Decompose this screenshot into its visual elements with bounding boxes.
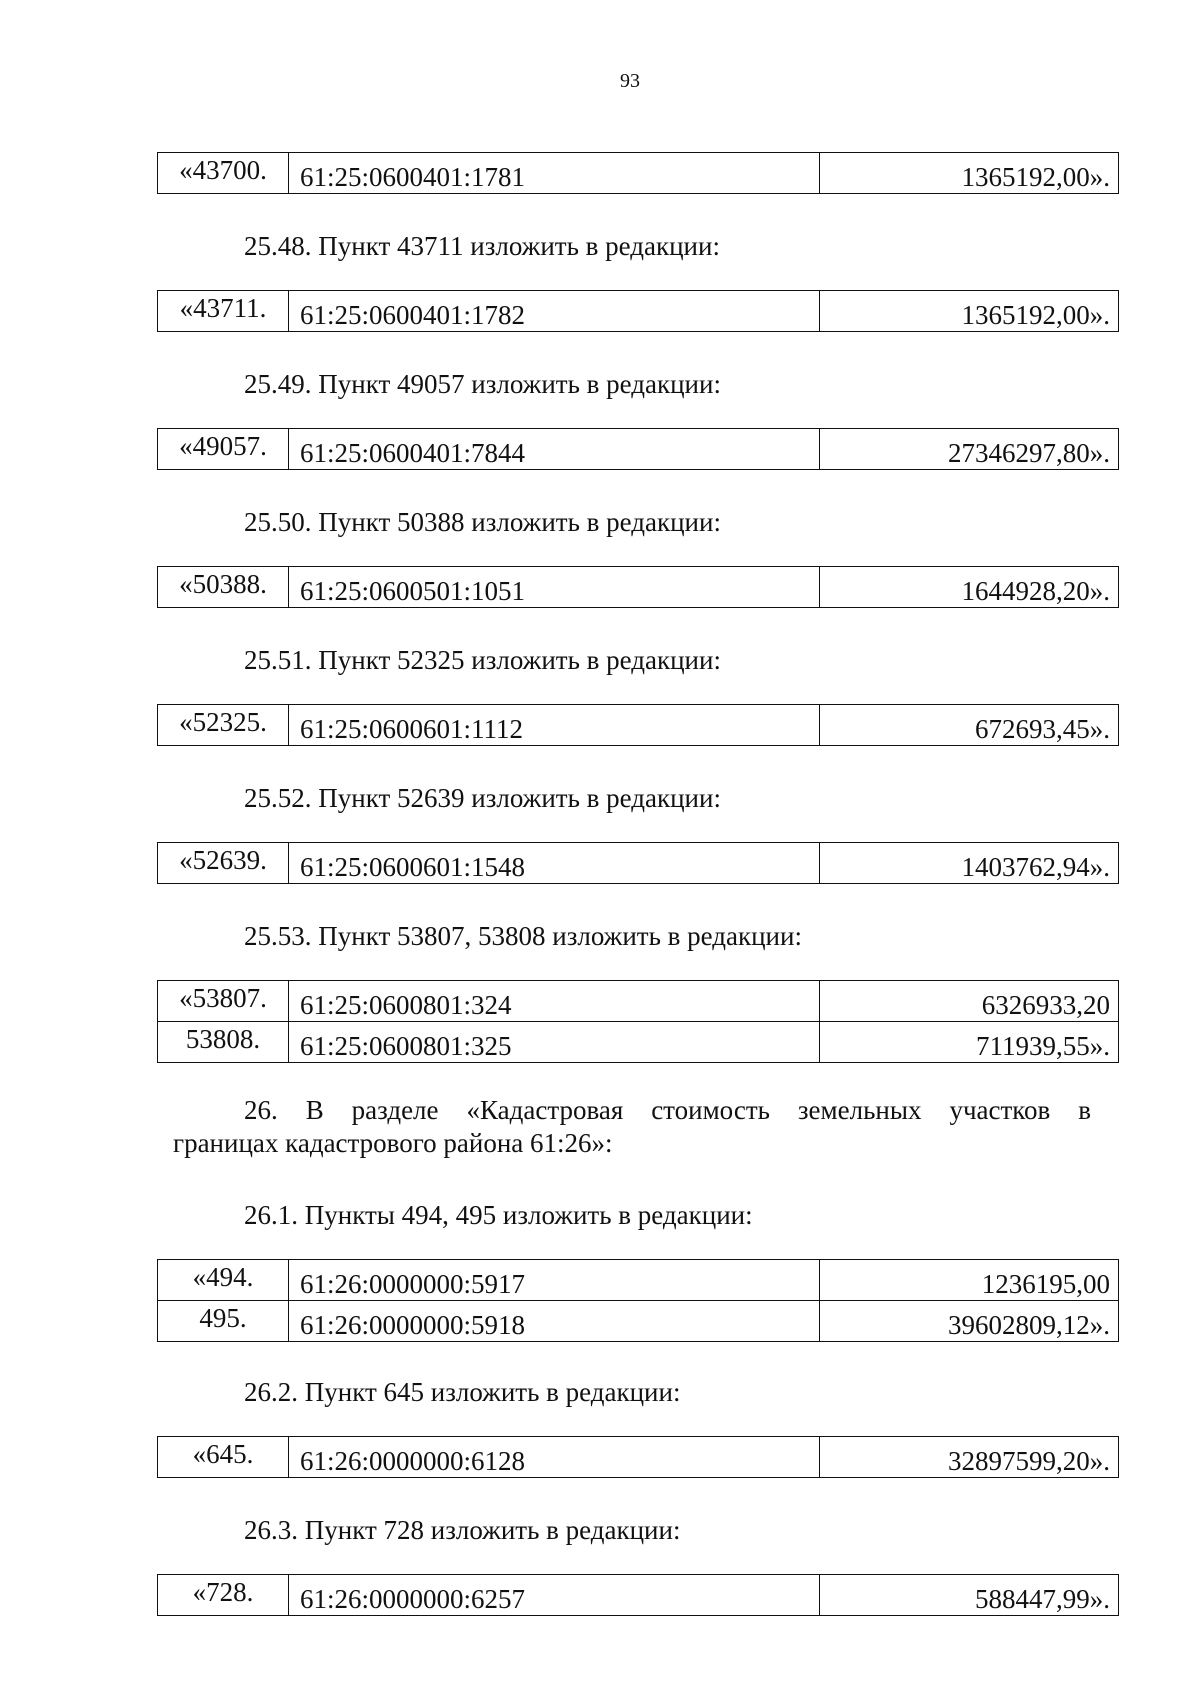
cadastral-value-cell: 27346297,80». xyxy=(820,429,1119,470)
item-number-cell: «53807. xyxy=(158,981,289,1022)
cadastral-value-cell: 1365192,00». xyxy=(820,153,1119,194)
table-row xyxy=(158,981,1119,1022)
cadastral-number-cell: 61:26:0000000:6257 xyxy=(289,1575,820,1616)
cadastral-number-cell: 61:25:0600601:1112 xyxy=(289,705,820,746)
table-row xyxy=(158,1301,1119,1342)
cadastral-entry-table xyxy=(157,1436,1119,1478)
cadastral-entry-table xyxy=(157,428,1119,470)
item-number-cell: «494. xyxy=(158,1260,289,1301)
cadastral-entry-table xyxy=(157,290,1119,332)
table-row xyxy=(158,429,1119,470)
paragraph-line: 26. В разделе «Кадастровая стоимость земельных участков в xyxy=(244,1095,1091,1125)
cadastral-value-cell: 6326933,20 xyxy=(820,981,1119,1022)
table-row xyxy=(158,843,1119,884)
cadastral-value-cell: 711939,55». xyxy=(820,1022,1119,1063)
cadastral-number-cell: 61:25:0600401:7844 xyxy=(289,429,820,470)
item-number-cell: «43700. xyxy=(158,153,289,194)
amendment-instruction: 25.50. Пункт 50388 изложить в редакции: xyxy=(244,507,721,537)
item-number-cell: 495. xyxy=(158,1301,289,1342)
amendment-instruction: 26.1. Пункты 494, 495 изложить в редакции: xyxy=(244,1200,753,1230)
cadastral-entry-table xyxy=(157,704,1119,746)
cadastral-number-cell: 61:26:0000000:6128 xyxy=(289,1437,820,1478)
cadastral-entry-table xyxy=(157,842,1119,884)
amendment-instruction: 26.2. Пункт 645 изложить в редакции: xyxy=(244,1377,681,1407)
item-number-cell: «50388. xyxy=(158,567,289,608)
item-number-cell: «52639. xyxy=(158,843,289,884)
cadastral-number-cell: 61:25:0600801:325 xyxy=(289,1022,820,1063)
table-row xyxy=(158,153,1119,194)
item-number-cell: «49057. xyxy=(158,429,289,470)
cadastral-number-cell: 61:26:0000000:5917 xyxy=(289,1260,820,1301)
amendment-instruction: 25.53. Пункт 53807, 53808 изложить в редакции: xyxy=(244,921,802,951)
table-row xyxy=(158,1575,1119,1616)
amendment-instruction: 25.51. Пункт 52325 изложить в редакции: xyxy=(244,645,721,675)
cadastral-number-cell: 61:25:0600801:324 xyxy=(289,981,820,1022)
item-number-cell: «52325. xyxy=(158,705,289,746)
item-number-cell: «728. xyxy=(158,1575,289,1616)
table-row xyxy=(158,291,1119,332)
item-number-cell: «645. xyxy=(158,1437,289,1478)
cadastral-value-cell: 672693,45». xyxy=(820,705,1119,746)
cadastral-entry-table xyxy=(157,566,1119,608)
item-number-cell: «43711. xyxy=(158,291,289,332)
cadastral-number-cell: 61:25:0600401:1782 xyxy=(289,291,820,332)
cadastral-value-cell: 1403762,94». xyxy=(820,843,1119,884)
cadastral-entry-table xyxy=(157,980,1119,1063)
cadastral-value-cell: 32897599,20». xyxy=(820,1437,1119,1478)
cadastral-number-cell: 61:25:0600401:1781 xyxy=(289,153,820,194)
amendment-instruction: 26.3. Пункт 728 изложить в редакции: xyxy=(244,1515,681,1545)
table-row xyxy=(158,1437,1119,1478)
section-paragraph xyxy=(173,1094,1091,1160)
cadastral-entry-table xyxy=(157,1574,1119,1616)
cadastral-number-cell: 61:25:0600501:1051 xyxy=(289,567,820,608)
cadastral-number-cell: 61:26:0000000:5918 xyxy=(289,1301,820,1342)
cadastral-entry-table xyxy=(157,1259,1119,1342)
table-row xyxy=(158,705,1119,746)
table-row xyxy=(158,1260,1119,1301)
cadastral-value-cell: 1365192,00». xyxy=(820,291,1119,332)
cadastral-value-cell: 39602809,12». xyxy=(820,1301,1119,1342)
item-number-cell: 53808. xyxy=(158,1022,289,1063)
amendment-instruction: 25.52. Пункт 52639 изложить в редакции: xyxy=(244,783,721,813)
table-row xyxy=(158,567,1119,608)
cadastral-number-cell: 61:25:0600601:1548 xyxy=(289,843,820,884)
page-number: 93 xyxy=(620,70,640,92)
cadastral-value-cell: 1236195,00 xyxy=(820,1260,1119,1301)
amendment-instruction: 25.48. Пункт 43711 изложить в редакции: xyxy=(244,231,720,261)
cadastral-value-cell: 588447,99». xyxy=(820,1575,1119,1616)
table-row xyxy=(158,1022,1119,1063)
amendment-instruction: 25.49. Пункт 49057 изложить в редакции: xyxy=(244,369,721,399)
paragraph-line: границах кадастрового района 61:26»: xyxy=(173,1128,613,1158)
cadastral-value-cell: 1644928,20». xyxy=(820,567,1119,608)
cadastral-entry-table xyxy=(157,152,1119,194)
